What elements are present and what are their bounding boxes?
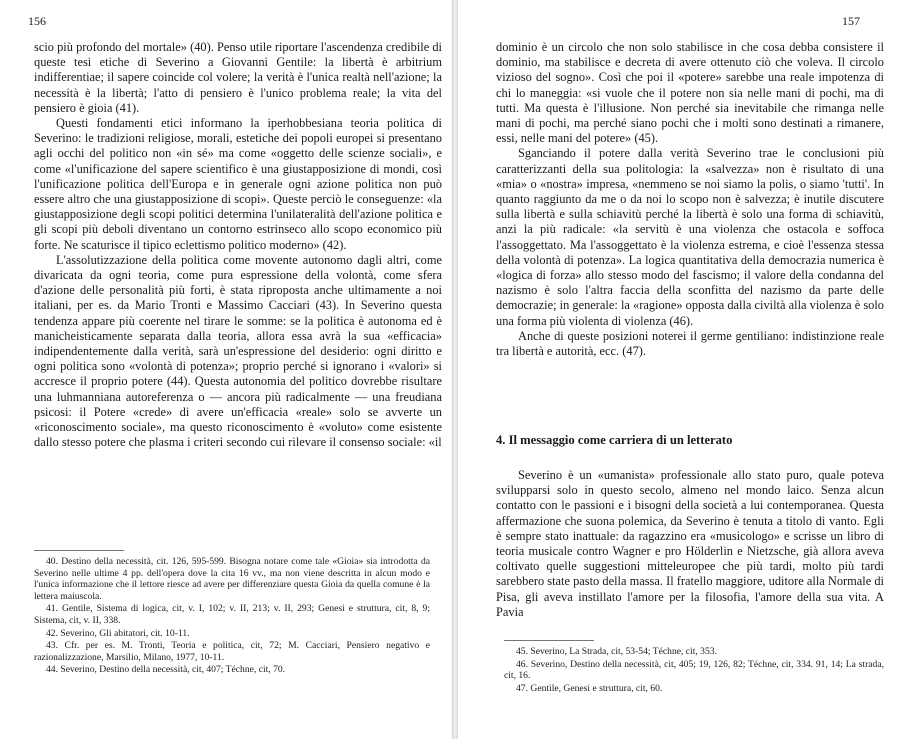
body-text: [34, 40, 442, 450]
page-number: 156: [28, 14, 46, 28]
right-page: [458, 0, 900, 739]
footnote: 42. Severino, Gli abitatori, cit. 10-11.: [46, 627, 190, 639]
body-text: [496, 40, 884, 359]
section-heading: 4. Il messaggio come carriera di un letterato: [496, 433, 733, 447]
footnote: 47. Gentile, Genesi e struttura, cit, 60.: [516, 682, 663, 694]
page-number: 157: [842, 14, 860, 28]
footnotes: [504, 646, 884, 695]
footnote: 44. Severino, Destino della necessità, cit, 407; Téchne, cit, 70.: [46, 664, 286, 676]
footnote: 46. Severino, Destino della necessità, cit, 405; 19, 126, 82; Téchne, cit, 334. 91, 14; La strada, cit, 16.: [504, 658, 884, 682]
footnote-rule: [504, 640, 594, 641]
footnote: 43. Cfr. per es. M. Tronti, Teoria e politica, cit, 72; M. Cacciari, Pensiero negativo e razionalizzazione, Marsilio, Milano, 1977, 10-11.: [34, 640, 430, 663]
paragraph: Anche di queste posizioni noterei il germe gentiliano: indistinzione reale tra libertà e autorità, ecc. (47).: [496, 328, 884, 359]
footnotes: [34, 556, 430, 677]
paragraph: scio più profondo del mortale» (40). Penso utile riportare l'ascendenza credibile di queste tesi etiche di Severino a Giovanni Gentile: la libertà è arbitrium indifferentiae; il sapere coincide col volere; la verità è l'unica realtà nell'azione; la necessità è la libertà; l'atto di pensiero è l'unico problema reale; la vita del pensiero è gioia (41).: [34, 40, 442, 115]
section-body-text: [496, 468, 884, 620]
footnote: 41. Gentile, Sistema di logica, cit, v. I, 102; v. II, 213; v. II, 293; Genesi e struttura, cit, 8, 9; Sistema, cit, v. II, 338.: [34, 603, 430, 626]
footnote-rule: [34, 550, 124, 551]
paragraph: Sganciando il potere dalla verità Severino trae le conclusioni più caratterizzanti della sua politologia: la «salvezza» non è risultato di una «mia» o «nostra» impresa, «nemmeno se noi siamo la polis, o siamo 'tutti'. In quanto raggiunto da me o da noi lo scopo non è salvezza; è inutile discutere sulla libertà e sulla schiavitù perché la libertà è solo una forma di schiavitù, anzi la più radicale: «la servitù è una violenza che ostacola e soffoca l'assoggettato. Ma l'assoggettato è la violenza estrema, e cioè l'essenza stessa della volontà di potenza». La logica quantitativa della democrazia numerica è «logica di forza» allo stesso modo del fascismo; il valore della condanna del nazismo è solo l'altra faccia della sconfitta del nazismo da parte delle democrazie; in generale: la «ragione» opposta dalla civiltà alla violenza è solo una forma più violenta di violenza (46).: [496, 146, 884, 328]
paragraph: Severino è un «umanista» professionale allo stato puro, quale poteva svilupparsi solo in questo secolo, almeno nel mondo laico. Senza alcun contatto con le passioni e i bisogni della società a lui contemporanea. Questa affermazione che suona polemica, da Severino è tenuta a titolo di vanto. Egli è sempre stato inattuale: da ragazzino era «musicologo» e scrisse un libro di teoria musicale contro Wagner e pro Hölderlin e Nietzsche, già allora aveva coltivato quelle suggestioni mitteleuropee che più tardi, molto più tardi sarebbero state pasto della massa. Il fratello maggiore, uditore alla Normale di Pisa, gli aveva instillato l'amore per la filosofia, l'amore della sua vita. A Pavia: [496, 468, 884, 619]
paragraph: dominio è un circolo che non solo stabilisce in che cosa debba consistere il dominio, ma stabilisce e decreta di avere ottenuto ciò che voleva. Il circolo vizioso del sogno». Così che poi il «potere» sarebbe una reale impotenza di chi lo maneggia: «si vuole che il potere non sia nelle mani di pochi, ma di tutti. Ma questa è l'illusione. Non perché sia inevitabile che rimanga nelle mani di pochi, ma perché siano pochi che i molti sono destinati a rimanere, essi, nelle mani del potere» (45).: [496, 40, 884, 146]
footnote: 40. Destino della necessità, cit. 126, 595-599. Bisogna notare come tale «Gioia» sia introdotta da Severino nelle ultime 4 pp. dell'opera dove la cita 16 vv., ma non viene descritta in alcun modo e l'unica informazione che il lettore riesce ad avere per differenziare questa Gioia da quella comune è la lettera maiuscola.: [34, 556, 430, 602]
paragraph: Questi fondamenti etici informano la iperhobbesiana teoria politica di Severino: le tradizioni religiose, morali, estetiche dei popoli europei si presentano agli occhi del politico non «in sé» ma come «oggetto delle scienze sociali», e come «l'unificazione del sapere scientifico è una giustapposizione di mondi, così l'unificazione politica dell'Europa e in generale ogni azione politica non può essere altro che una giustapposizione di scopi». Queste perciò le conseguenze: «la giustapposizione degli scopi politici determina l'unilateralità dell'azione politica e gli scopi più deboli diventano un contorno estrinseco allo scopo economico più forte. Ne scaturisce il tipico eclettismo politico moderno» (42).: [34, 116, 442, 252]
paragraph: L'assolutizzazione della politica come movente autonomo dagli altri, come divaricata da ogni teoria, come pura espressione della volontà, come sfera d'azione delle personalità più forti, è stata riproposta anche ultimamente a noi italiani, per es. da Mario Tronti e Massimo Cacciari (43). In Severino questa tendenza appare più coerente nel tirare le somme: se la politica è autonoma ed è manicheisticamente separata dalla teoria, allora essa avrà la sua «efficacia» indipendentemente dalla verità, sarà un'espressione del desiderio: ogni diritto e ogni politica sono «volontà di potenza»; proprio perché si ignorano i «valori» si accresce il proprio potere (44). Questa autonomia del politico dovrebbe risultare una luhmanniana autoreferenza o — ancora più radicalmente — una freudiana psicosi: il Potere «crede» di avere un'efficacia «reale» solo se avverte un «riconoscimento sociale», ma questo riconoscimento è «voluto» come esistente dallo stesso potere che plasma i criteri secondo cui rilevare il consenso sociale: «il: [34, 252, 442, 450]
footnote: 45. Severino, La Strada, cit, 53-54; Téchne, cit, 353.: [516, 646, 717, 657]
